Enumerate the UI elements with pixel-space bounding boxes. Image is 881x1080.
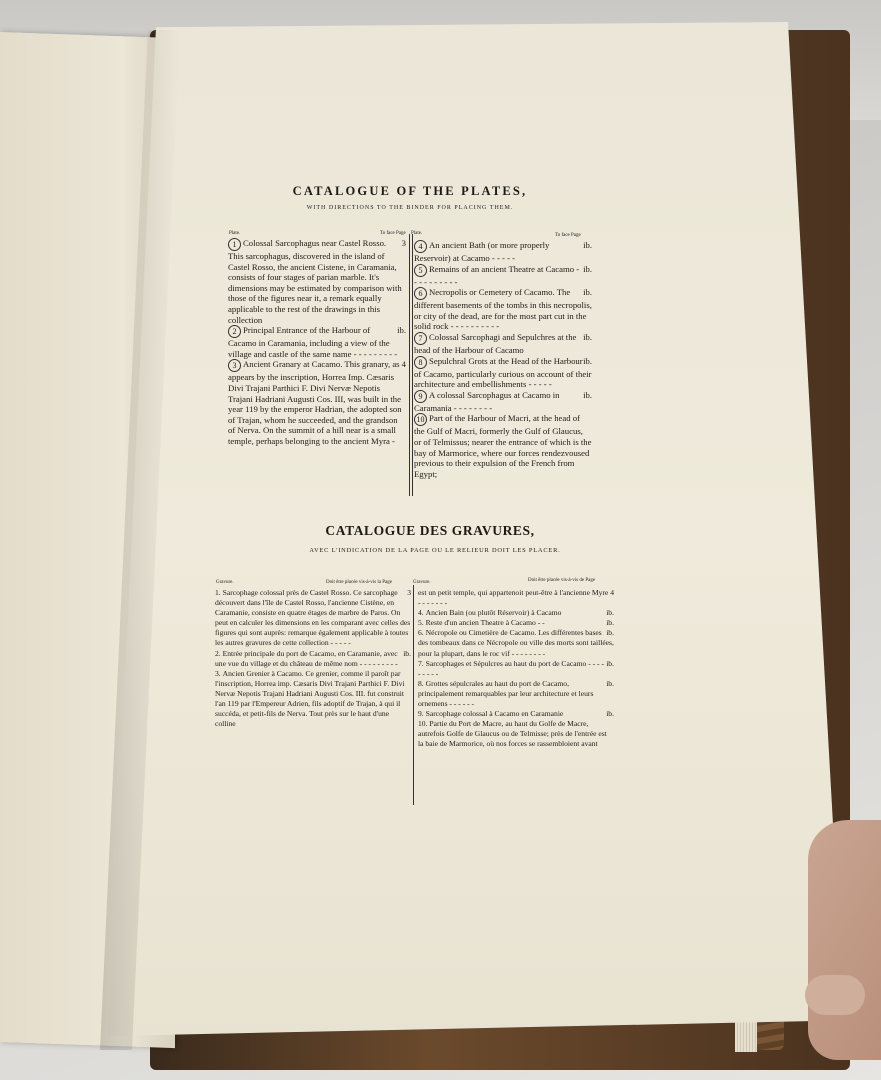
- entry-text: Ancien Grenier à Cacamo. Ce grenier, comme il paroît par l'inscription, Horrea imp. Cæsaris Divi Trajani Parthici F. Divi Nervæ Nepotis Trajani Hadriani Augusti Cos. III. fut construit l'an 119 par l'Empereur Adrien, fils adoptif de Trajan, à qui il succéda, et petit-fils de Nerva. Tout près sur le haut d'une colline: [215, 668, 405, 729]
- entry-number: 8: [414, 356, 427, 369]
- catalogue-entry: [414, 287, 592, 332]
- catalogue-entry: [418, 618, 614, 628]
- entry-page: ib.: [583, 389, 592, 400]
- catalogue-entry: [418, 679, 614, 709]
- entry-text: Sepulchral Grots at the Head of the Harbour of Cacamo, particularly curious on account of their architecture and embellishments - - - - -: [414, 355, 592, 390]
- entry-number: 10.: [418, 719, 428, 729]
- entry-number: 3.: [215, 668, 221, 678]
- entry-text: Partie du Port de Macre, au haut du Golfe de Macre, autrefois Golfe de Glaucus ou de Telmisse; près de l'entrée est la baie de Marmorice, où nos forces se rassembloient avant: [418, 719, 607, 749]
- entry-text: Nécropole ou Cimetière de Cacamo. Les différentes bases des tombeaux dans ce Nécropole ou ville des morts sont taillées, pour la plupart, dans le roc vif - - - - - - - -: [418, 628, 614, 658]
- entry-text: Sarcophage colossal à Cacamo en Caramanie: [425, 709, 564, 719]
- entry-text: Sarcophage colossal près de Castel Rosso. Ce sarcophage découvert dans l'île de Castel Rosso, l'ancienne Cistène, en Caramanie, consiste en quatre étages de marbre de Paros. On peut en calculer les dimensions en les comparant avec celles des figures qui sont auprès: remarque également applicable à toutes les autres gravures de cette collection - - - - -: [215, 588, 411, 648]
- entry-number: 9.: [418, 709, 424, 719]
- entry-page: ib.: [606, 709, 614, 719]
- entry-number: 4.: [418, 608, 424, 618]
- catalogue-entry: [414, 264, 592, 288]
- entry-page: ib.: [403, 648, 411, 658]
- entry-number: 2.: [215, 648, 221, 658]
- entry-text: Ancien Bain (ou plutôt Réservoir) à Cacamo: [425, 608, 562, 618]
- plates-list-right: [414, 240, 592, 479]
- catalogue-entry: [215, 588, 411, 649]
- entry-number: 1.: [215, 588, 221, 597]
- catalogue-entry: [418, 659, 614, 679]
- entry-text: Sarcophages et Sépulcres au haut du port de Cacamo - - - - - - - - -: [418, 658, 604, 678]
- catalogue-title-fr: CATALOGUE DES GRAVURES,: [325, 523, 535, 538]
- catalogue-entry: [418, 709, 614, 719]
- entry-page: 4: [610, 588, 614, 597]
- catalogue-entry: [228, 238, 406, 325]
- catalogue-entry: [228, 359, 406, 446]
- entry-text: Remains of an ancient Theatre at Cacamo - - - - - - - - - -: [414, 263, 580, 287]
- catalogue-entry: [418, 608, 614, 618]
- catalogue-entry: [414, 332, 592, 356]
- entry-number: 6.: [418, 628, 424, 638]
- col-header-gravure: Gravure.: [216, 580, 234, 585]
- col-header-page-fr-right: Doit être placée vis-à-vis de Page: [528, 578, 596, 583]
- entry-number: 3: [228, 359, 241, 372]
- catalogue-title-en: CATALOGUE OF THE PLATES,: [292, 184, 528, 198]
- catalogue-entry: [414, 390, 592, 414]
- entry-page: ib.: [583, 240, 592, 250]
- catalogue-entry: [414, 356, 592, 390]
- entry-page: 4: [401, 359, 406, 370]
- entry-number: 5.: [418, 618, 424, 628]
- entry-number: 4: [414, 240, 427, 253]
- plates-list-left: [228, 238, 406, 447]
- entry-text: An ancient Bath (or more properly Reservoir) at Cacamo - - - - -: [414, 240, 550, 263]
- entry-number: 7.: [418, 658, 424, 668]
- col-header-face-page: To face Page: [380, 231, 406, 236]
- entry-number: 10: [414, 413, 427, 426]
- entry-page: ib.: [606, 628, 614, 638]
- catalogue-entry: [418, 588, 614, 608]
- entry-page: 3: [401, 238, 406, 248]
- entry-text: Necropolis or Cemetery of Cacamo. The different basements of the tombs in this necropolis, or city of the dead, are for the most part cut in the solid rock - - - - - - - - - -: [414, 287, 592, 332]
- col-header-plate-right: Plate.: [411, 231, 423, 236]
- col-header-page-fr: Doit être placée vis-à-vis la Page: [326, 580, 392, 585]
- entry-text: Principal Entrance of the Harbour of Cacamo in Caramania, including a view of the village and castle of the same name - - - - - - - - -: [228, 325, 398, 359]
- entry-text: Colossal Sarcophagus near Castel Rosso. This sarcophagus, discovered in the island of Castel Rosso, the ancient Cistene, in Caramania, consists of four stages of parian marble. It's dimensions may be estimated by comparison with those of the figures near it, a remark equally applicable to the rest of the drawings in this collection: [228, 238, 402, 325]
- entry-text: Part of the Harbour of Macri, at the head of the Gulf of Macri, formerly the Gulf of Glaucus, or of Telmissus; nearer the entrance of which is the bay of Marmorice, where our forces rendezvoused previous to their expulsion of the French from Egypt;: [414, 413, 592, 479]
- entry-text: est un petit temple, qui appartenoit peut-être à l'ancienne Myre - - - - - - -: [418, 588, 609, 608]
- entry-number: 2: [228, 325, 241, 338]
- catalogue-entry: [418, 719, 614, 749]
- column-divider-fr: [413, 585, 414, 805]
- gravures-list-right: [418, 588, 614, 750]
- catalogue-entry: [418, 628, 614, 658]
- entry-page: ib.: [606, 678, 614, 688]
- entry-page: ib.: [397, 325, 406, 336]
- entry-page: 3: [407, 588, 411, 597]
- entry-number: 5: [414, 264, 427, 277]
- entry-number: 1: [228, 238, 241, 251]
- gravures-list-left: [215, 588, 411, 729]
- entry-number: 6: [414, 287, 427, 300]
- entry-page: ib.: [583, 355, 592, 366]
- entry-number: 7: [414, 332, 427, 345]
- entry-number: 9: [414, 390, 427, 403]
- col-header-plate: Plate.: [229, 231, 241, 236]
- catalogue-subtitle-fr: AVEC L'INDICATION DE LA PAGE OU LE RELIEUR DOIT LES PLACER.: [309, 547, 561, 554]
- catalogue-subtitle-en: WITH DIRECTIONS TO THE BINDER FOR PLACING THEM.: [306, 205, 514, 211]
- entry-page: ib.: [583, 287, 592, 298]
- catalogue-entry: [228, 325, 406, 359]
- entry-page: ib.: [583, 331, 592, 342]
- entry-text: Colossal Sarcophagi and Sepulchres at the head of the Harbour of Cacamo: [414, 331, 577, 355]
- col-header-gravure-right: Gravure.: [413, 580, 431, 585]
- entry-page: ib.: [606, 658, 614, 668]
- entry-page: ib.: [583, 263, 592, 274]
- catalogue-entry: [414, 413, 592, 479]
- column-divider: [409, 234, 410, 496]
- entry-page: ib.: [606, 618, 614, 628]
- catalogue-entry: [215, 649, 411, 669]
- column-divider: [412, 234, 413, 496]
- catalogue-entry: [215, 669, 411, 730]
- entry-text: Ancient Granary at Cacamo. This granary, as appears by the inscription, Horrea Imp. Cæsaris Divi Trajani Parthici F. Divi Nervæ Nepotis Trajani Hadriani Augusti Cos. III, was built in the year 119 by the emperor Hadrian, the adopted son of Trajan, whom he succeeded, and the grandson of Nerva. On the summit of a hill near is a small temple, perhaps belonging to the ancient Myra -: [228, 359, 402, 446]
- entry-number: 8.: [418, 678, 424, 688]
- entry-text: Grottes sépulcrales au haut du port de Cacamo, principalement remarquables par leur architecture et leurs ornemens - - - - - -: [418, 678, 594, 709]
- col-header-face-page-right: To face Page: [555, 233, 581, 238]
- entry-page: ib.: [606, 608, 614, 618]
- entry-text: Reste d'un ancien Theatre à Cacamo - -: [425, 618, 545, 628]
- entry-text: A colossal Sarcophagus at Cacamo in Caramania - - - - - - - -: [414, 389, 560, 413]
- entry-text: Entrée principale du port de Cacamo, en Caramanie, avec une vue du village et du château de même nom - - - - - - - - -: [215, 648, 398, 668]
- catalogue-entry: [414, 240, 592, 264]
